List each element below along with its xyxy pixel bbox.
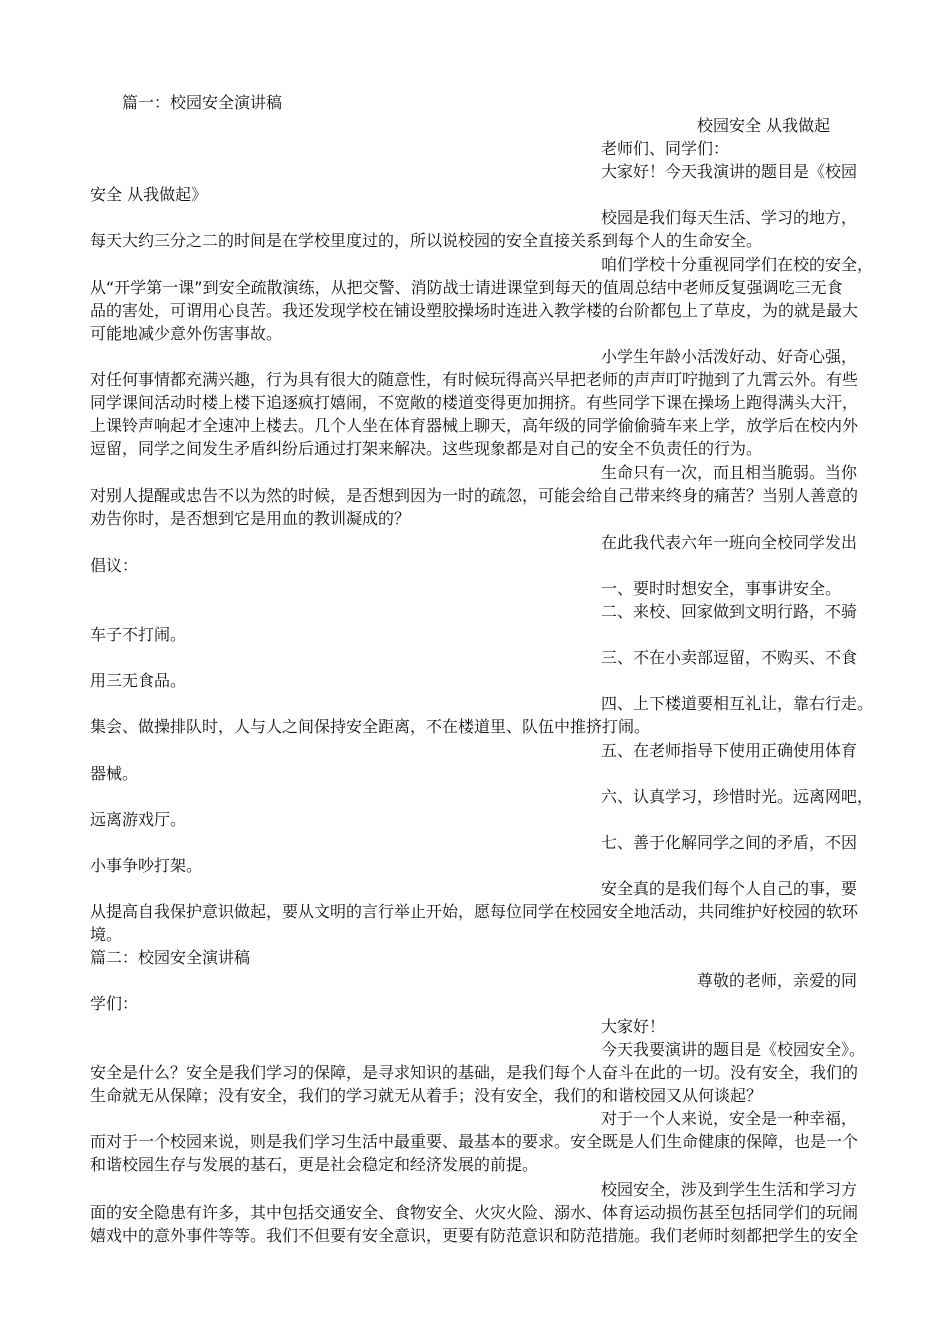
text-line: 生命就无从保障；没有安全，我们的学习就无从着手；没有安全，我们的和谐校园又从何谈起？ bbox=[90, 1086, 763, 1105]
text-line: 远离游戏厅。 bbox=[90, 810, 187, 829]
section-heading: 篇二：校园安全演讲稿 bbox=[90, 948, 251, 967]
text-line: 生命只有一次，而且相当脆弱。当你 bbox=[601, 463, 858, 482]
text-line: 集会、做操排队时，人与人之间保持安全距离，不在楼道里、队伍中推挤打闹。 bbox=[90, 717, 651, 736]
text-line: 安全真的是我们每个人自己的事，要 bbox=[601, 879, 858, 898]
text-line: 而对于一个校园来说，则是我们学习生活中最重要、最基本的要求。安全既是人们生命健康的保障，也是一个 bbox=[90, 1132, 859, 1151]
text-line: 上课铃声响起才全速冲上楼去。几个人坐在体育器械上聊天，高年级的同学偷偷骑车来上学，放学后在校内外 bbox=[90, 416, 859, 435]
text-line: 大家好！今天我演讲的题目是《校园 bbox=[601, 162, 858, 181]
text-line: 对任何事情都充满兴趣，行为具有很大的随意性，有时候玩得高兴早把老师的声声叮咛抛到了九霄云外。有些 bbox=[90, 370, 859, 389]
text-line: 劝告你时，是否想到它是用血的教训凝成的？ bbox=[90, 509, 411, 528]
text-line: 用三无食品。 bbox=[90, 671, 187, 690]
text-line: 五、在老师指导下使用正确使用体育 bbox=[601, 741, 858, 760]
text-line: 尊敬的老师，亲爱的同 bbox=[697, 971, 858, 990]
text-line: 咱们学校十分重视同学们在校的安全， bbox=[601, 255, 874, 274]
text-line: 每天大约三分之二的时间是在学校里度过的，所以说校园的安全直接关系到每个人的生命安全。 bbox=[90, 231, 763, 250]
text-line: 安全 从我做起》 bbox=[90, 185, 208, 204]
text-line: 小事争吵打架。 bbox=[90, 856, 203, 875]
text-line: 器械。 bbox=[90, 764, 139, 783]
text-line: 对别人提醒或忠告不以为然的时候，是否想到因为一时的疏忽，可能会给自己带来终身的痛苦？当别人善意的 bbox=[90, 486, 859, 505]
speech-title: 校园安全 从我做起 bbox=[697, 116, 831, 135]
text-line: 嬉戏中的意外事件等等。我们不但要有安全意识，更要有防范意识和防范措施。我们老师时刻都把学生的安全 bbox=[90, 1226, 859, 1245]
text-line: 和谐校园生存与发展的基石，更是社会稳定和经济发展的前提。 bbox=[90, 1155, 539, 1174]
text-line: 对于一个人来说，安全是一种幸福， bbox=[601, 1109, 858, 1128]
text-line: 倡议： bbox=[90, 556, 139, 575]
text-line: 同学课间活动时楼上楼下追逐疯打嬉闹，不宽敞的楼道变得更加拥挤。有些同学下课在操场上跑得满头大汗， bbox=[90, 393, 859, 412]
text-line: 逗留，同学之间发生矛盾纠纷后通过打架来解决。这些现象都是对自己的安全不负责任的行为。 bbox=[90, 439, 763, 458]
text-line: 二、来校、回家做到文明行路，不骑 bbox=[601, 602, 858, 621]
text-line: 车子不打闹。 bbox=[90, 625, 187, 644]
text-line: 学们： bbox=[90, 994, 139, 1013]
text-line: 六、认真学习，珍惜时光。远离网吧， bbox=[601, 787, 874, 806]
text-line: 安全是什么？安全是我们学习的保障，是寻求知识的基础，是我们每个人奋斗在此的一切。没有安全，我们的 bbox=[90, 1063, 859, 1082]
text-line: 一、要时时想安全，事事讲安全。 bbox=[601, 579, 842, 598]
text-line: 从“开学第一课”到安全疏散演练，从把交警、消防战士请进课堂到每天的值周总结中老师反复强调吃三无食 bbox=[90, 278, 843, 297]
text-line: 大家好！ bbox=[601, 1017, 666, 1036]
text-line: 品的害处，可谓用心良苦。我还发现学校在铺设塑胶操场时连进入教学楼的台阶都包上了草皮，为的就是最大 bbox=[90, 301, 859, 320]
text-line: 七、善于化解同学之间的矛盾，不因 bbox=[601, 833, 858, 852]
text-line: 境。 bbox=[90, 925, 123, 944]
text-line: 四、上下楼道要相互礼让，靠右行走。 bbox=[601, 694, 874, 713]
text-line: 可能地减少意外伤害事故。 bbox=[90, 324, 283, 343]
text-line: 校园安全，涉及到学生生活和学习方 bbox=[601, 1180, 858, 1199]
text-line: 三、不在小卖部逗留，不购买、不食 bbox=[601, 648, 858, 667]
section-heading: 篇一：校园安全演讲稿 bbox=[122, 93, 283, 112]
text-line: 小学生年龄小活泼好动、好奇心强， bbox=[601, 347, 858, 366]
text-line: 老师们、同学们： bbox=[601, 139, 730, 158]
text-line: 校园是我们每天生活、学习的地方， bbox=[601, 208, 858, 227]
text-line: 今天我要演讲的题目是《校园安全》。 bbox=[601, 1040, 866, 1059]
text-line: 从提高自我保护意识做起，要从文明的言行举止开始，愿每位同学在校园安全地活动，共同维护好校园的软环 bbox=[90, 902, 859, 921]
text-line: 在此我代表六年一班向全校同学发出 bbox=[601, 533, 858, 552]
text-line: 面的安全隐患有许多，其中包括交通安全、食物安全、火灾火险、溺水、体育运动损伤甚至包括同学们的玩闹 bbox=[90, 1203, 859, 1222]
